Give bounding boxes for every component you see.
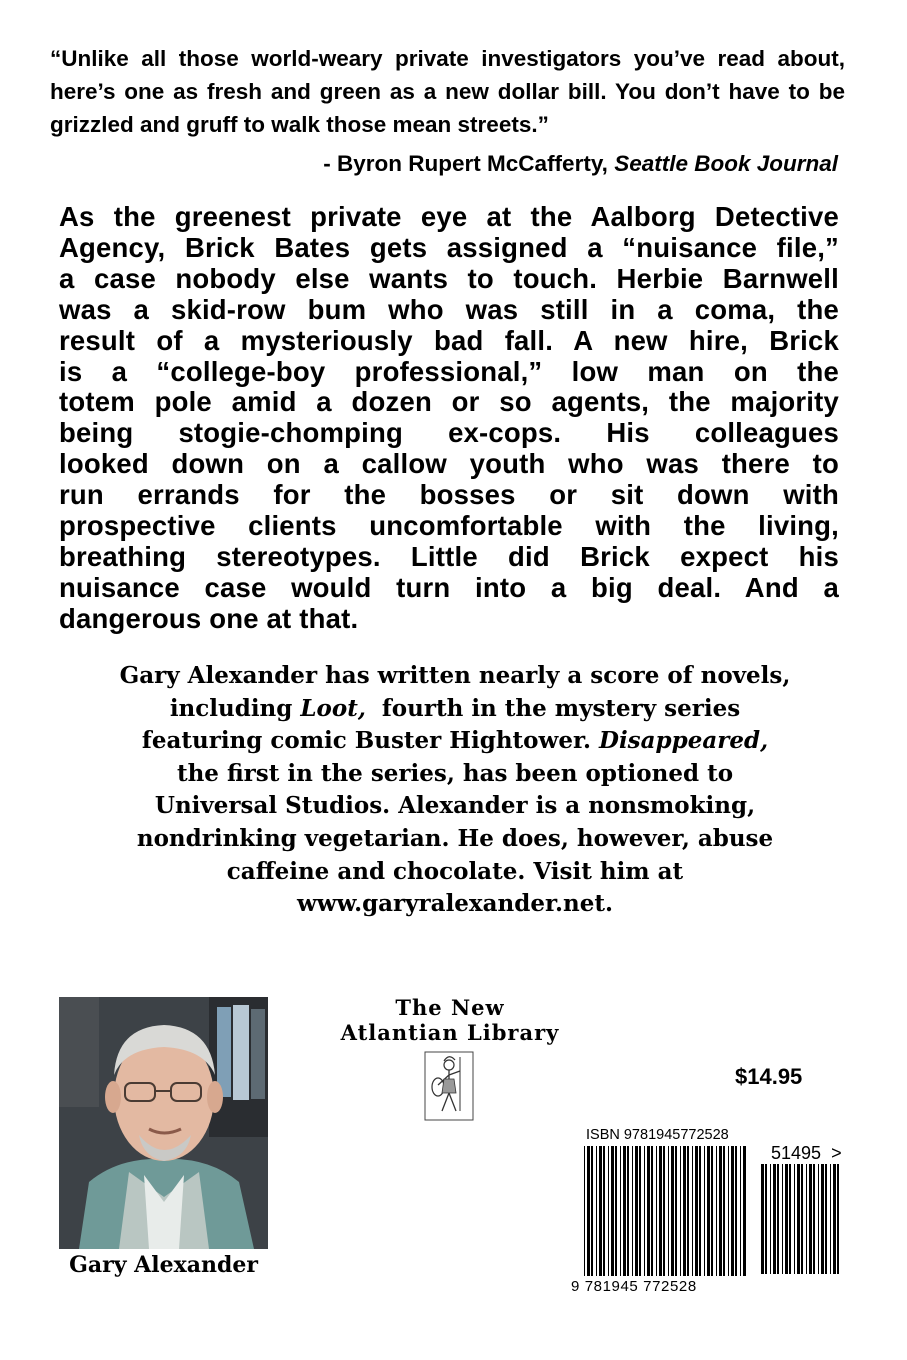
- barcode-bar: [723, 1146, 725, 1276]
- book-blurb: [59, 202, 839, 635]
- barcode-bar: [716, 1146, 717, 1276]
- barcode-bar: [735, 1146, 737, 1276]
- blurb-line: looked down on a callow youth who was there to: [59, 448, 839, 480]
- blurb-line: result of a mysteriously bad fall. A new hire, Brick: [59, 324, 839, 356]
- barcode-bar: [651, 1146, 653, 1276]
- isbn-digits: 9 781945 772528: [571, 1278, 697, 1295]
- bio-line: Universal Studios. Alexander is a nonsmoking,: [154, 792, 756, 820]
- barcode-bar: [728, 1146, 729, 1276]
- review-source: Seattle Book Journal: [614, 151, 838, 176]
- blurb-line: nuisance case would turn into a big deal. And a: [59, 571, 839, 603]
- barcode-bar: [695, 1146, 698, 1276]
- barcode-bar: [801, 1164, 803, 1274]
- blurb-line: Agency, Brick Bates gets assigned a “nuisance file,”: [59, 231, 839, 263]
- author-website: www.garyralexander.net.: [296, 890, 613, 918]
- review-quote: “Unlike all those world-weary private investigators you’ve read about, here’s one as fresh and green as a new dollar bill. You don’t have to be grizzled and gruff to walk those mean streets.”: [50, 46, 845, 137]
- isbn-label: ISBN 9781945772528: [586, 1127, 729, 1143]
- barcode-bar: [611, 1146, 614, 1276]
- barcode-bar: [719, 1146, 722, 1276]
- barcode-bar: [740, 1146, 741, 1276]
- bio-line: Gary Alexander has written nearly a score of novels,: [119, 662, 791, 689]
- barcode-bar: [632, 1146, 633, 1276]
- barcode-bar: [620, 1146, 621, 1276]
- barcode-bar: [615, 1146, 617, 1276]
- barcode-bar: [671, 1146, 674, 1276]
- barcode-bar: [743, 1146, 746, 1276]
- bio-line: nondrinking vegetarian. He does, however, abuse: [136, 824, 774, 852]
- publisher-logo-icon: [424, 1051, 474, 1121]
- barcode-bar: [777, 1164, 779, 1274]
- barcode-bar: [782, 1164, 783, 1274]
- barcode-bar: [731, 1146, 734, 1276]
- barcode-bar: [647, 1146, 650, 1276]
- barcode-bar: [813, 1164, 815, 1274]
- review-attribution: [50, 148, 838, 180]
- bio-text: featuring comic Buster Hightower.: [141, 727, 591, 755]
- blurb-line: is a “college-boy professional,” low man on the: [59, 355, 839, 387]
- barcode-bar: [833, 1164, 836, 1274]
- barcode-bar: [587, 1146, 590, 1276]
- book-title-disappeared: Disappeared,: [599, 727, 769, 755]
- publisher-line: The New: [395, 995, 505, 1020]
- publisher-name: [292, 995, 608, 1045]
- barcode-bar: [683, 1146, 686, 1276]
- publisher-line: Atlantian Library: [340, 1020, 560, 1045]
- barcode-bar: [770, 1164, 771, 1274]
- barcode-bar: [699, 1146, 701, 1276]
- author-caption: Gary Alexander: [69, 1252, 258, 1278]
- barcode-bar: [603, 1146, 605, 1276]
- barcode-bar: [635, 1146, 638, 1276]
- book-price: $14.95: [735, 1064, 803, 1089]
- barcode-bar: [704, 1146, 705, 1276]
- barcode-bar: [599, 1146, 602, 1276]
- barcode-bar: [789, 1164, 791, 1274]
- blurb-line: being stogie-chomping ex-cops. His colleagues: [59, 417, 839, 449]
- barcode-bar: [773, 1164, 776, 1274]
- price-code-digits: 51495: [771, 1143, 822, 1163]
- bio-line: caffeine and chocolate. Visit him at: [226, 857, 684, 885]
- barcode-bar: [818, 1164, 819, 1274]
- barcode-bar: [797, 1164, 800, 1274]
- bio-line: [60, 693, 850, 726]
- barcode-bar: [623, 1146, 626, 1276]
- blurb-line: was a skid-row bum who was still in a coma, the: [59, 293, 839, 325]
- price-code-arrow: >: [831, 1143, 842, 1163]
- blurb-line: dangerous one at that.: [59, 602, 359, 634]
- barcode-bar: [663, 1146, 665, 1276]
- bio-line: [60, 725, 850, 758]
- barcode-bar: [687, 1146, 689, 1276]
- bio-text: including: [169, 694, 293, 722]
- barcode-price-code: [771, 1142, 842, 1164]
- barcode-bar: [644, 1146, 645, 1276]
- blurb-line: a case nobody else wants to touch. Herbie Barnwell: [59, 262, 839, 294]
- blurb-line: totem pole amid a dozen or so agents, the majority: [59, 386, 839, 418]
- author-portrait-illustration: [59, 997, 268, 1249]
- barcode-bar: [659, 1146, 662, 1276]
- barcode-bar: [711, 1146, 713, 1276]
- barcode-bar: [830, 1164, 831, 1274]
- barcode-bar: [707, 1146, 710, 1276]
- book-title-loot: Loot,: [300, 694, 366, 722]
- barcode-bar: [837, 1164, 839, 1274]
- reviewer-name: - Byron Rupert McCafferty,: [323, 151, 608, 176]
- barcode-bar: [675, 1146, 677, 1276]
- barcode-bar: [765, 1164, 767, 1274]
- barcode-bar: [627, 1146, 629, 1276]
- barcode-bar: [809, 1164, 812, 1274]
- author-bio: [60, 660, 850, 921]
- barcode-bar: [692, 1146, 693, 1276]
- barcode-bar: [794, 1164, 795, 1274]
- barcode-bar: [806, 1164, 807, 1274]
- barcode-bar: [668, 1146, 669, 1276]
- barcode-bar: [596, 1146, 597, 1276]
- barcode-bar: [785, 1164, 788, 1274]
- bio-line: the first in the series, has been optioned to: [176, 759, 734, 787]
- barcode-bar: [656, 1146, 657, 1276]
- blurb-line: prospective clients uncomfortable with the living,: [59, 510, 839, 542]
- blurb-line: run errands for the bosses or sit down with: [59, 479, 839, 511]
- blurb-line: As the greenest private eye at the Aalborg Detective: [59, 201, 839, 232]
- barcode-bar: [825, 1164, 827, 1274]
- barcode-bar: [608, 1146, 609, 1276]
- bio-text: fourth in the mystery series: [381, 694, 741, 722]
- blurb-line: breathing stereotypes. Little did Brick expect his: [59, 540, 839, 572]
- barcode-bar: [761, 1164, 764, 1274]
- barcode-bar: [591, 1146, 593, 1276]
- barcode-bar: [584, 1146, 585, 1276]
- author-photo: [59, 997, 268, 1249]
- barcode-bar: [821, 1164, 824, 1274]
- barcode-bar: [639, 1146, 641, 1276]
- barcode-bar: [680, 1146, 681, 1276]
